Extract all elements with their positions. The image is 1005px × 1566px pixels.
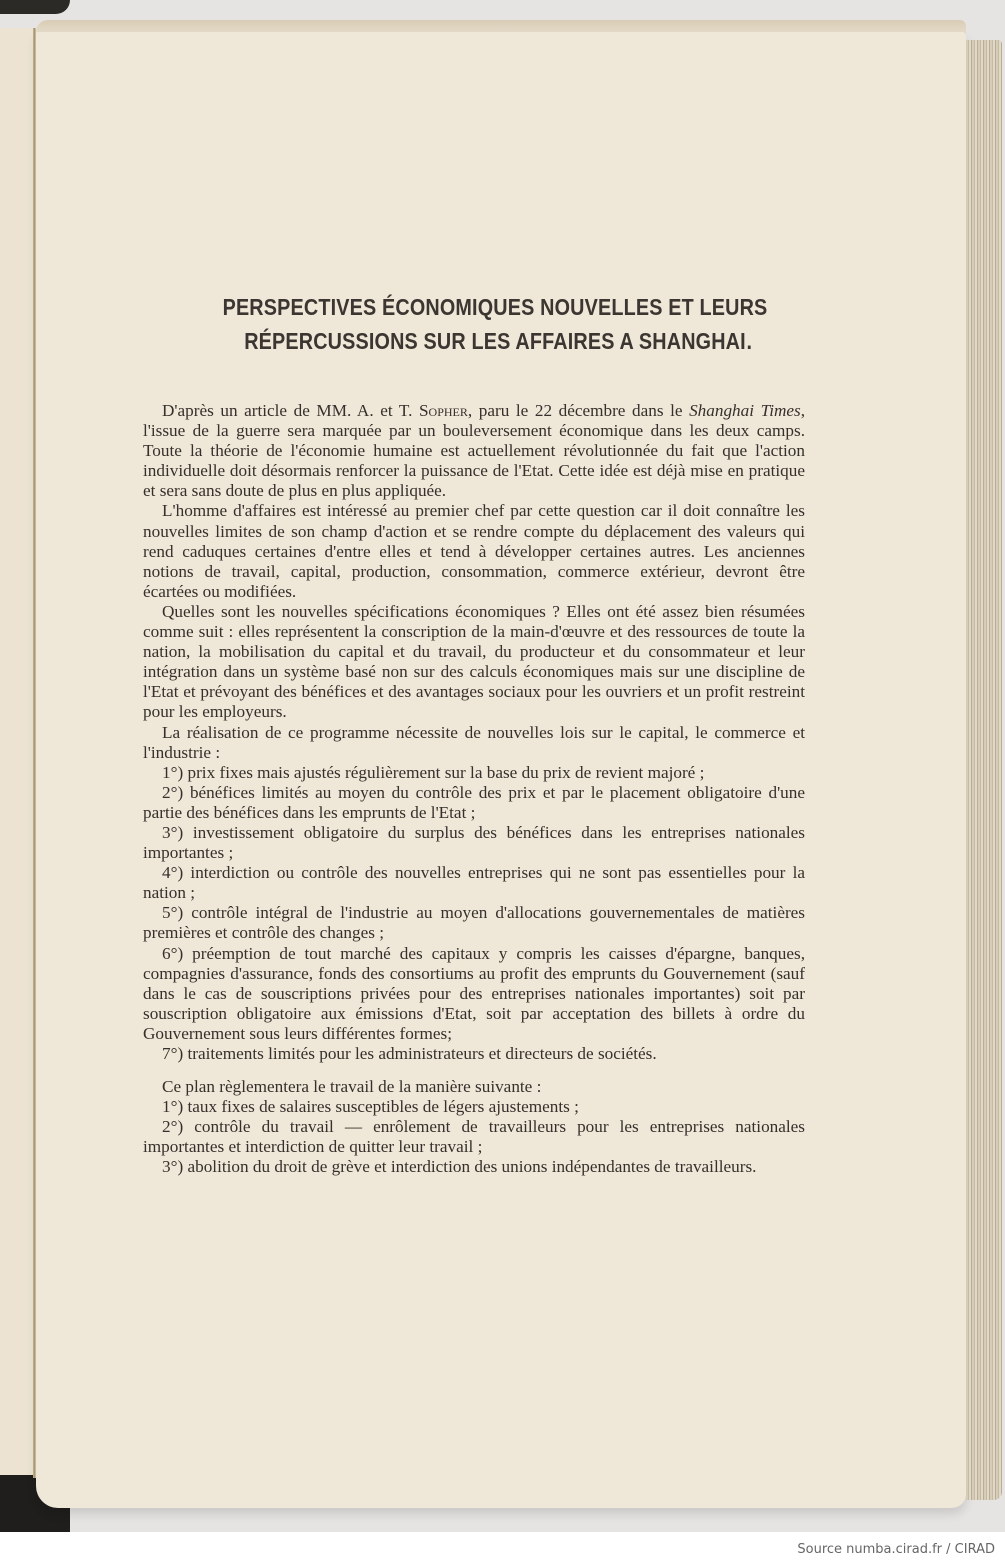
page-stack-edge bbox=[966, 40, 1002, 1500]
labor-measure-item: 2°) contrôle du travail — enrôlement de travailleurs pour les entreprises nationales importantes et interdiction de quitter leur travail ; bbox=[143, 1117, 805, 1157]
title-mark: . bbox=[746, 328, 753, 354]
paragraph: Quelles sont les nouvelles spécifications économiques ? Elles ont été assez bien résumées comme suit : elles représentent la conscription de la main-d'œuvre et des ressources de toute la nation, la mobilisation du capital et du travail, du producteur et du consommateur et leur intégration dans un système basé non sur des calculs économiques mais sur une discipline de l'Etat et prévoyant des bénéfices et des avantages sociaux pour les ouvriers et un profit restreint pour les employeurs. bbox=[143, 601, 805, 722]
intro-text-start: D'après un article de MM. A. et T. bbox=[162, 401, 419, 420]
article-title bbox=[198, 290, 791, 358]
capital-measure-item: 6°) préemption de tout marché des capitaux y compris les caisses d'épargne, banques, compagnies d'assurance, fonds des consortiums au profit des emprunts du Gouvernement (sauf dans le cas de souscriptions privées pour des entreprises nationales importantes) soit par souscription obligatoire aux émissions d'Etat, soit par acceptation des billets à ordre du Gouvernement sous leurs différentes formes; bbox=[143, 943, 805, 1043]
title-line-2-text: RÉPERCUSSIONS SUR LES AFFAIRES A SHANGHAI bbox=[244, 328, 746, 354]
capital-measure-item: 1°) prix fixes mais ajustés régulièrement sur la base du prix de revient majoré ; bbox=[162, 762, 705, 782]
intro-paragraph bbox=[143, 401, 805, 501]
article-body bbox=[143, 401, 805, 1178]
book-gutter bbox=[33, 28, 36, 1478]
book-edge-shadow-top bbox=[0, 0, 70, 14]
labor-measure-item: 3°) abolition du droit de grève et interdiction des unions indépendantes de travailleurs. bbox=[162, 1157, 757, 1177]
capital-measure-item: 3°) investissement obligatoire du surplus des bénéfices dans les entreprises nationales importantes ; bbox=[143, 822, 805, 863]
capital-measure-item: 2°) bénéfices limités au moyen du contrôle des prix et par le placement obligatoire d'une partie des bénéfices dans les emprunts de l'Etat ; bbox=[143, 782, 805, 822]
intro-text-rest: , l'issue de la guerre sera marquée par un bouleversement économique dans les deux camps. Toute la théorie de l'économie humaine est actuellement révolutionnée du fait que l'action individuelle doit désormais renforcer la puissance de l'Etat. Cette idée est déjà mise en pratique et sera sans doute de plus en plus appliquée. bbox=[143, 401, 805, 501]
paragraph: La réalisation de ce programme nécessite de nouvelles lois sur le capital, le commerce et l'industrie : bbox=[143, 722, 805, 762]
title-line-2 bbox=[198, 324, 791, 358]
capital-measure-item: 7°) traitements limités pour les administrateurs et directeurs de sociétés. bbox=[162, 1044, 657, 1063]
labor-measure-item: 1°) taux fixes de salaires susceptibles de légers ajustements ; bbox=[162, 1097, 579, 1117]
author-name: Sopher bbox=[418, 401, 468, 420]
capital-measure-item: 5°) contrôle intégral de l'industrie au moyen d'allocations gouvernementales de matières premières et contrôle des changes ; bbox=[143, 903, 805, 943]
source-credit: Source numba.cirad.fr / CIRAD bbox=[797, 1542, 995, 1557]
labor-intro: Ce plan règlementera le travail de la manière suivante : bbox=[162, 1077, 542, 1097]
paragraph: L'homme d'affaires est intéressé au premier chef par cette question car il doit connaître les nouvelles limites de son champ d'action et se rendre compte du déplacement des valeurs qui rend caduques certaines d'entre elles et tend à développer certaines autres. Les anciennes notions de travail, capital, production, consommation, commerce extérieur, devront être écartées ou modifiées. bbox=[143, 501, 805, 601]
title-line-1: PERSPECTIVES ÉCONOMIQUES NOUVELLES ET LEURS bbox=[222, 294, 768, 320]
intro-text-date: , paru le 22 décembre dans le bbox=[467, 401, 690, 420]
publication-name: Shanghai Times bbox=[689, 401, 801, 420]
capital-measure-item: 4°) interdiction ou contrôle des nouvelles entreprises qui ne sont pas essentielles pour la nation ; bbox=[143, 863, 805, 903]
facing-page-edge bbox=[0, 28, 34, 1488]
